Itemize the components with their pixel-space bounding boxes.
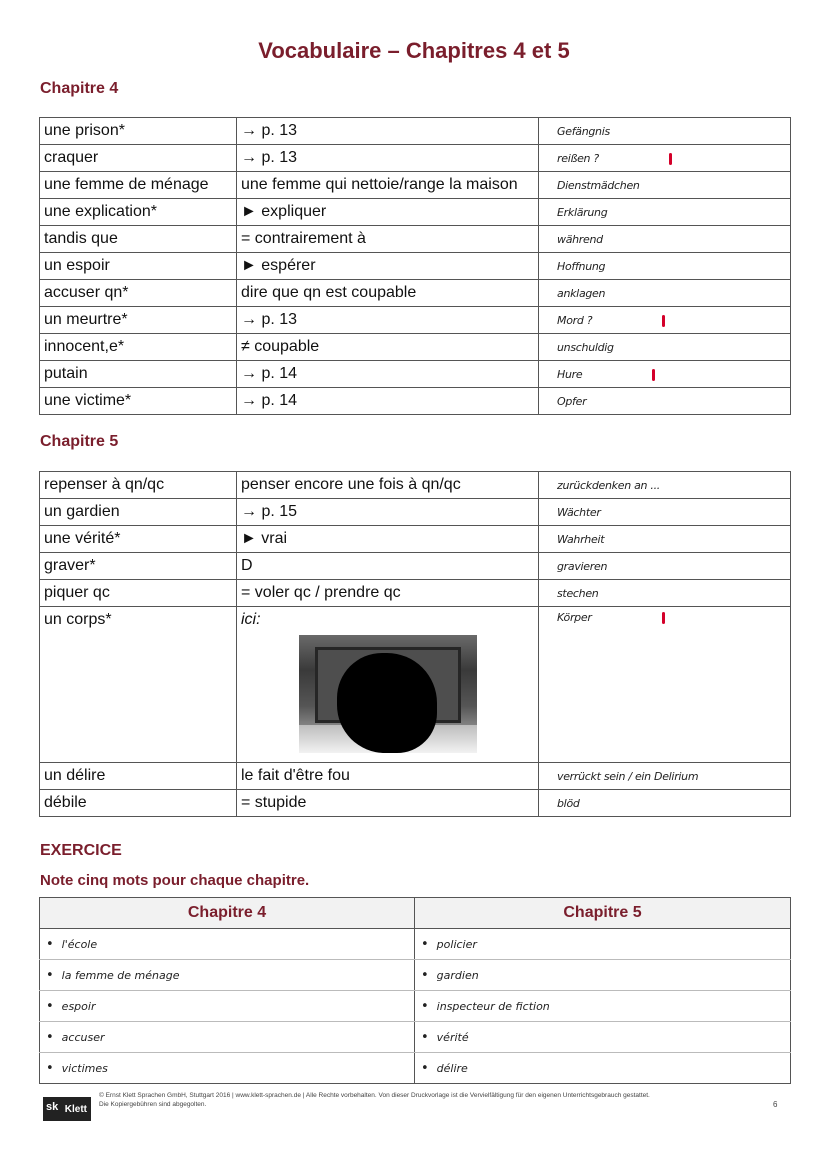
vocab-row xyxy=(40,472,791,499)
exercise-table xyxy=(39,897,791,1084)
translation-text: verrückt sein / ein Delirium xyxy=(557,769,699,783)
vocab-word: putain xyxy=(40,361,237,388)
vocab-row xyxy=(40,763,791,790)
bullet-icon: • xyxy=(421,967,429,983)
vocab-definition: dire que qn est coupable xyxy=(237,280,539,307)
translation-text: reißen ? xyxy=(557,151,599,165)
vocab-row xyxy=(40,307,791,334)
vocab-word: débile xyxy=(40,790,237,817)
vocab-definition: → p. 15 xyxy=(237,499,539,526)
vocab-definition: = stupide xyxy=(237,790,539,817)
exercise-answer: inspecteur de fiction xyxy=(436,999,550,1013)
klett-logo-mark-icon: sk xyxy=(46,1101,59,1113)
translation-text: Opfer xyxy=(557,394,587,408)
exercise-answer-cell xyxy=(40,960,415,991)
exercise-answer-cell xyxy=(40,1022,415,1053)
red-mark-icon xyxy=(669,153,672,165)
exercise-answer: policier xyxy=(436,937,477,951)
vocab-word: graver* xyxy=(40,553,237,580)
vocab-word: un corps* xyxy=(40,607,237,763)
exercise-answer-cell xyxy=(415,929,791,960)
vocab-word: une femme de ménage xyxy=(40,172,237,199)
exercise-answer: espoir xyxy=(61,999,96,1013)
vocab-row xyxy=(40,199,791,226)
translation-text: Hoffnung xyxy=(557,259,606,273)
exercise-row xyxy=(40,991,791,1022)
vocab-word: un délire xyxy=(40,763,237,790)
vocab-row xyxy=(40,499,791,526)
handwritten-translation xyxy=(539,226,791,253)
handwritten-translation xyxy=(539,607,791,763)
vocab-definition: une femme qui nettoie/range la maison xyxy=(237,172,539,199)
translation-text: stechen xyxy=(557,586,599,600)
exercise-answer-cell xyxy=(40,991,415,1022)
vocab-row xyxy=(40,172,791,199)
exercise-heading: EXERCICE xyxy=(40,842,122,859)
bullet-icon: • xyxy=(421,998,429,1014)
page-title: Vocabulaire – Chapitres 4 et 5 xyxy=(258,38,570,63)
translation-text: Gefängnis xyxy=(557,124,610,138)
corps-illustration-image xyxy=(299,635,477,753)
bullet-icon: • xyxy=(421,936,429,952)
handwritten-translation xyxy=(539,388,791,415)
vocab-definition: ► vrai xyxy=(237,526,539,553)
vocab-definition: D xyxy=(237,553,539,580)
vocab-row xyxy=(40,790,791,817)
handwritten-translation xyxy=(539,253,791,280)
chapter5-vocab-table xyxy=(39,471,791,817)
vocab-word: repenser à qn/qc xyxy=(40,472,237,499)
vocab-definition: = contrairement à xyxy=(237,226,539,253)
handwritten-translation xyxy=(539,553,791,580)
vocab-definition: → p. 13 xyxy=(237,145,539,172)
chapter4-heading: Chapitre 4 xyxy=(40,80,119,97)
translation-text: unschuldig xyxy=(557,340,614,354)
exercise-answer: gardien xyxy=(436,968,479,982)
translation-text: Erklärung xyxy=(557,205,608,219)
handwritten-translation xyxy=(539,145,791,172)
vocab-word: piquer qc xyxy=(40,580,237,607)
copyright-line-1: © Ernst Klett Sprachen GmbH, Stuttgart 2016 | www.klett-sprachen.de | Alle Rechte vorbehalten. Von dieser Druckvorlage ist die Vervielfältigung für den eigenen Unterrichtsgebrauch gestattet. xyxy=(99,1092,650,1099)
exercise-row xyxy=(40,929,791,960)
translation-text: Mord ? xyxy=(557,313,593,327)
vocab-row xyxy=(40,361,791,388)
vocab-definition xyxy=(237,607,539,763)
page-number: 6 xyxy=(773,1100,778,1109)
exercise-answer: accuser xyxy=(61,1030,105,1044)
vocab-definition: penser encore une fois à qn/qc xyxy=(237,472,539,499)
vocab-definition: = voler qc / prendre qc xyxy=(237,580,539,607)
handwritten-translation xyxy=(539,499,791,526)
bullet-icon: • xyxy=(46,1060,54,1076)
vocab-row xyxy=(40,226,791,253)
red-mark-icon xyxy=(652,369,655,381)
vocab-word: tandis que xyxy=(40,226,237,253)
exercise-answer-cell xyxy=(40,929,415,960)
vocab-definition: → p. 13 xyxy=(237,118,539,145)
copyright-line-2: Die Kopiergebühren sind abgegolten. xyxy=(99,1101,207,1108)
exercise-answer-cell xyxy=(415,991,791,1022)
handwritten-translation xyxy=(539,361,791,388)
handwritten-translation xyxy=(539,307,791,334)
vocab-row xyxy=(40,145,791,172)
vocab-word: accuser qn* xyxy=(40,280,237,307)
handwritten-translation xyxy=(539,580,791,607)
bullet-icon: • xyxy=(46,936,54,952)
vocab-row xyxy=(40,280,791,307)
bullet-icon: • xyxy=(46,998,54,1014)
chapter5-heading: Chapitre 5 xyxy=(40,433,119,450)
vocab-row xyxy=(40,118,791,145)
vocab-definition: ► espérer xyxy=(237,253,539,280)
vocab-row xyxy=(40,553,791,580)
exercise-row xyxy=(40,1022,791,1053)
exercise-answer: la femme de ménage xyxy=(61,968,180,982)
vocab-definition: le fait d'être fou xyxy=(237,763,539,790)
exercise-answer: victimes xyxy=(61,1061,108,1075)
klett-logo xyxy=(43,1097,91,1121)
exercise-answer-cell xyxy=(415,960,791,991)
vocab-word: un gardien xyxy=(40,499,237,526)
vocab-word: une prison* xyxy=(40,118,237,145)
handwritten-translation xyxy=(539,199,791,226)
vocab-row xyxy=(40,607,791,763)
vocab-definition: → p. 14 xyxy=(237,388,539,415)
translation-text: Dienstmädchen xyxy=(557,178,640,192)
vocab-definition: → p. 14 xyxy=(237,361,539,388)
handwritten-translation xyxy=(539,334,791,361)
exercise-instruction: Note cinq mots pour chaque chapitre. xyxy=(40,872,310,889)
exercise-answer-cell xyxy=(40,1053,415,1084)
vocab-row xyxy=(40,334,791,361)
vocab-word: une victime* xyxy=(40,388,237,415)
handwritten-translation xyxy=(539,763,791,790)
vocab-row xyxy=(40,526,791,553)
exercise-col-chapter4: Chapitre 4 xyxy=(40,898,415,929)
vocab-word: craquer xyxy=(40,145,237,172)
exercise-answer-cell xyxy=(415,1053,791,1084)
translation-text: Hure xyxy=(557,367,583,381)
handwritten-translation xyxy=(539,526,791,553)
exercise-answer: délire xyxy=(436,1061,468,1075)
exercise-answer-cell xyxy=(415,1022,791,1053)
red-mark-icon xyxy=(662,612,665,624)
vocab-word: une explication* xyxy=(40,199,237,226)
translation-text: während xyxy=(557,232,603,246)
bullet-icon: • xyxy=(46,967,54,983)
handwritten-translation xyxy=(539,172,791,199)
bullet-icon: • xyxy=(46,1029,54,1045)
exercise-answer: vérité xyxy=(436,1030,469,1044)
vocab-row xyxy=(40,253,791,280)
exercise-row xyxy=(40,1053,791,1084)
vocab-definition: → p. 13 xyxy=(237,307,539,334)
translation-text: gravieren xyxy=(557,559,608,573)
bullet-icon: • xyxy=(421,1029,429,1045)
vocab-word: un espoir xyxy=(40,253,237,280)
chapter4-vocab-table xyxy=(39,117,791,415)
vocab-word: innocent,e* xyxy=(40,334,237,361)
handwritten-translation xyxy=(539,472,791,499)
copyright-notice xyxy=(99,1091,739,1109)
vocab-definition: ≠ coupable xyxy=(237,334,539,361)
exercise-row xyxy=(40,960,791,991)
translation-text: Körper xyxy=(557,611,592,624)
vocab-definition-text: ici: xyxy=(241,611,261,628)
exercise-answer: l'école xyxy=(61,937,98,951)
vocab-word: une vérité* xyxy=(40,526,237,553)
bullet-icon: • xyxy=(421,1060,429,1076)
vocab-row xyxy=(40,580,791,607)
handwritten-translation xyxy=(539,280,791,307)
handwritten-translation xyxy=(539,790,791,817)
translation-text: Wahrheit xyxy=(557,532,605,546)
translation-text: zurückdenken an ... xyxy=(557,478,660,492)
klett-logo-text: Klett xyxy=(64,1103,87,1115)
red-mark-icon xyxy=(662,315,665,327)
handwritten-translation xyxy=(539,118,791,145)
vocab-row xyxy=(40,388,791,415)
exercise-col-chapter5: Chapitre 5 xyxy=(415,898,791,929)
translation-text: Wächter xyxy=(557,505,601,519)
vocab-definition: ► expliquer xyxy=(237,199,539,226)
translation-text: anklagen xyxy=(557,286,606,300)
vocab-word: un meurtre* xyxy=(40,307,237,334)
translation-text: blöd xyxy=(557,796,580,810)
